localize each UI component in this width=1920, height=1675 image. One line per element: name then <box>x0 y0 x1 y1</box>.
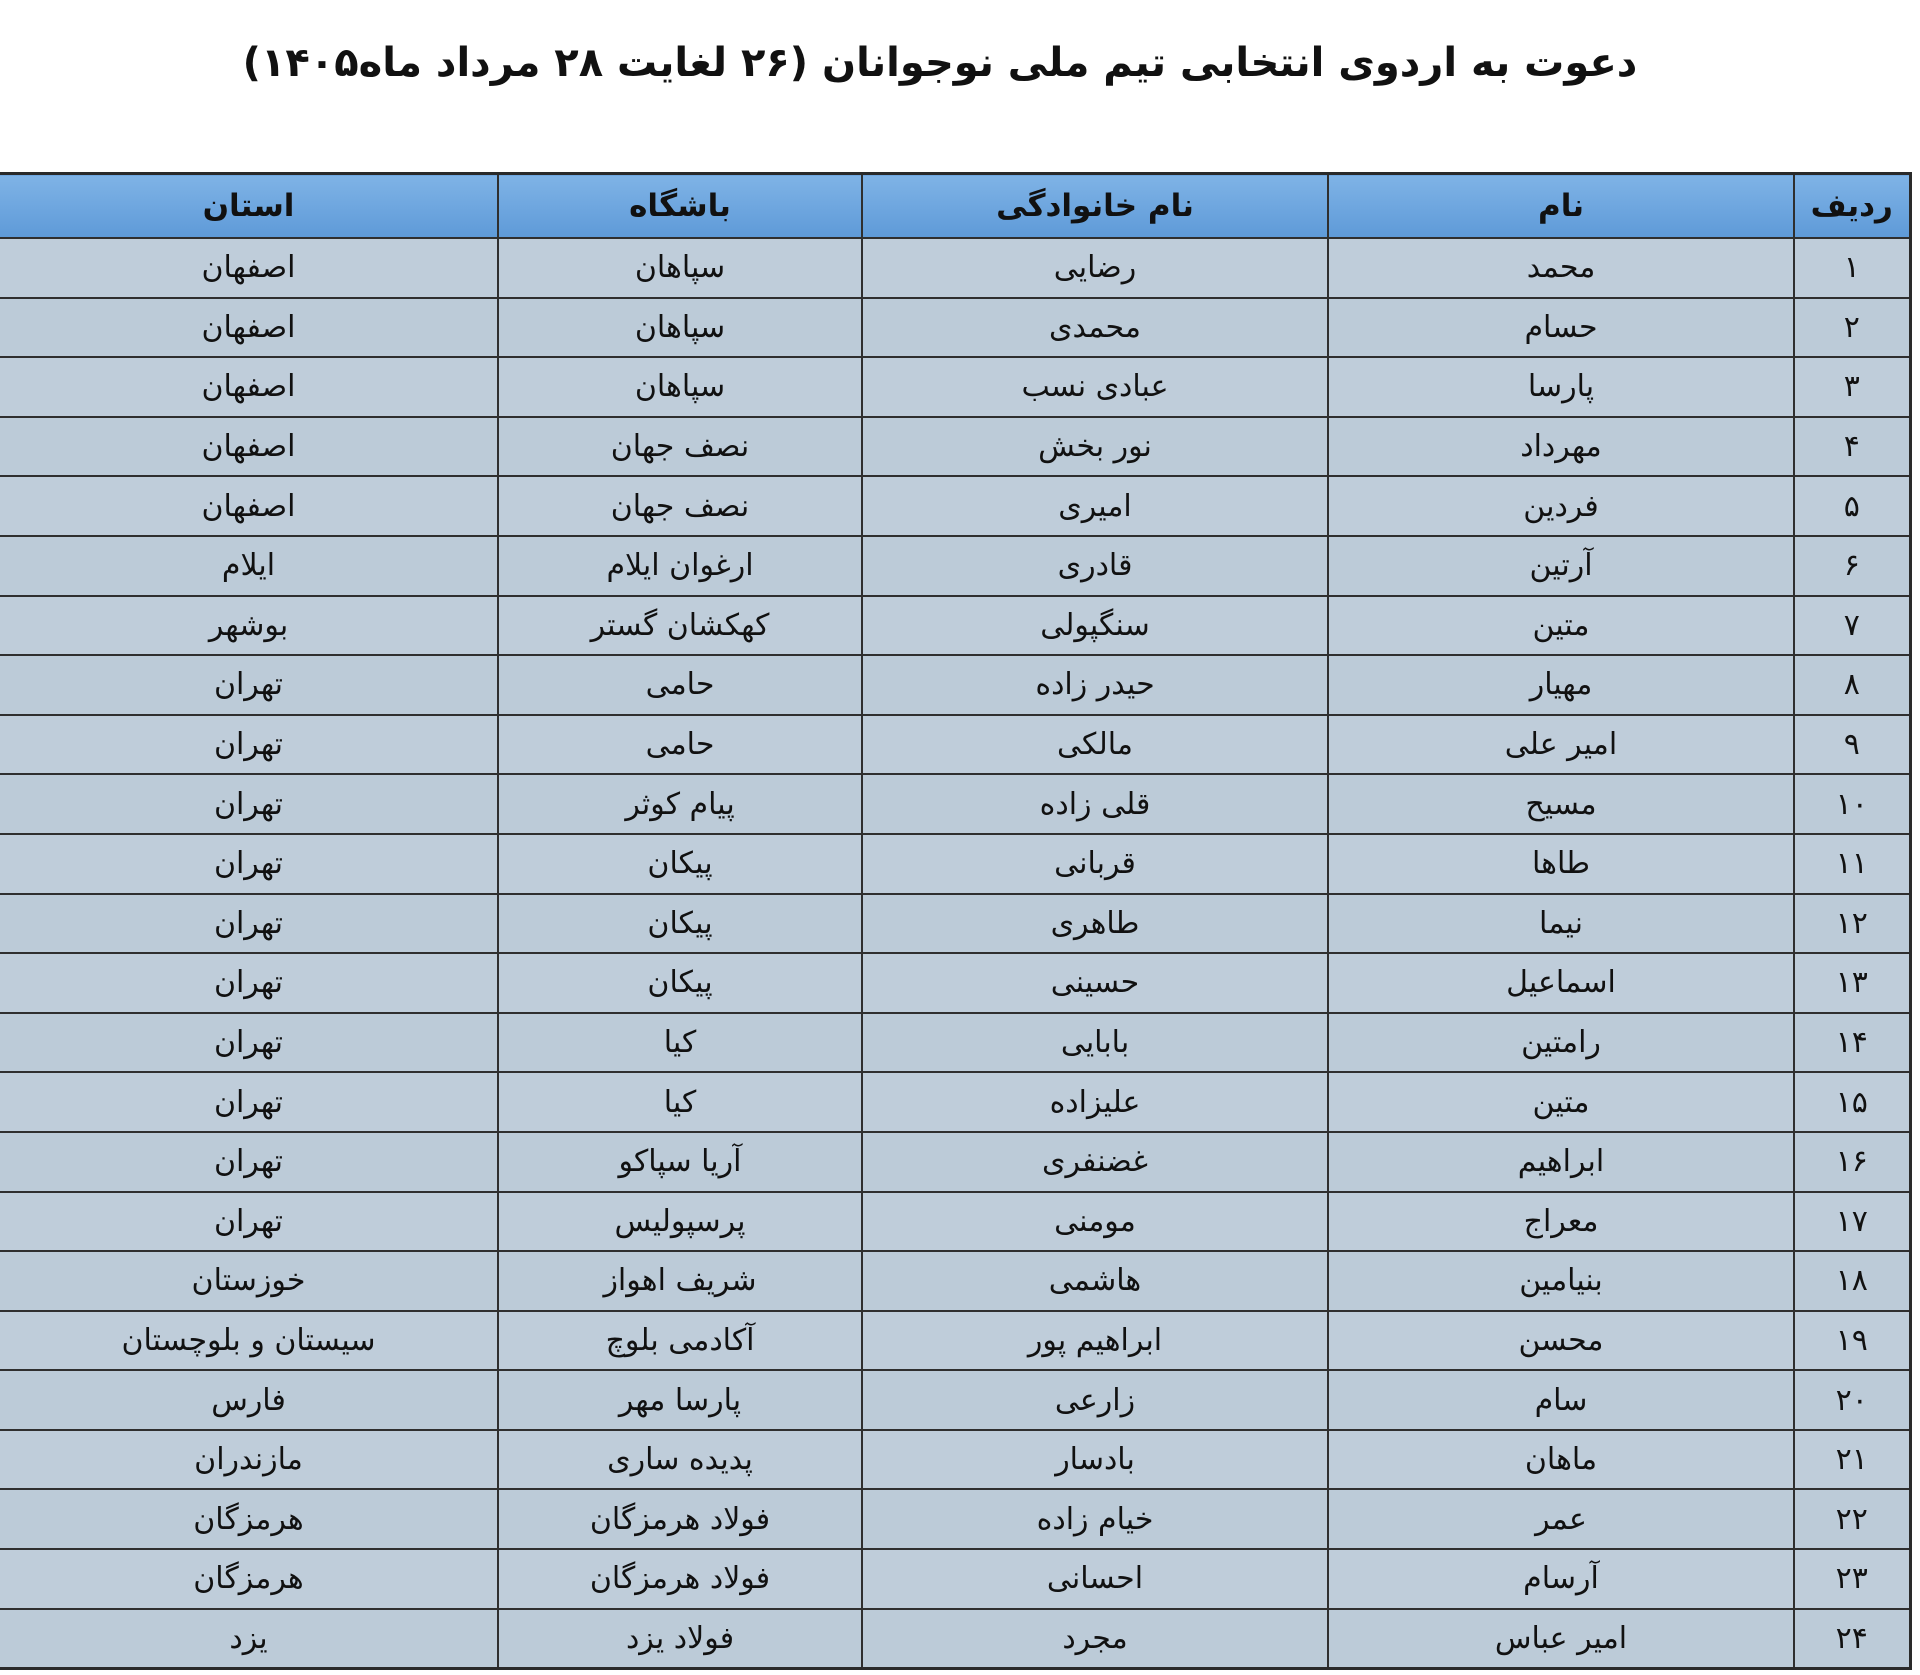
cell-province: اصفهان <box>0 238 498 298</box>
cell-family-name: محمدی <box>862 298 1328 358</box>
cell-club: فولاد یزد <box>498 1609 862 1669</box>
cell-radif: ۱۴ <box>1794 1013 1910 1073</box>
cell-radif: ۱۶ <box>1794 1132 1910 1192</box>
cell-family-name: مومنی <box>862 1192 1328 1252</box>
cell-club: پرسپولیس <box>498 1192 862 1252</box>
header-name: نام <box>1328 174 1794 239</box>
cell-family-name: زارعی <box>862 1370 1328 1430</box>
cell-name: مهرداد <box>1328 417 1794 477</box>
cell-name: محسن <box>1328 1311 1794 1371</box>
cell-radif: ۱۲ <box>1794 894 1910 954</box>
cell-province: اصفهان <box>0 476 498 536</box>
cell-club: آکادمی بلوچ <box>498 1311 862 1371</box>
cell-family-name: هاشمی <box>862 1251 1328 1311</box>
cell-club: پدیده ساری <box>498 1430 862 1490</box>
cell-name: مهیار <box>1328 655 1794 715</box>
cell-family-name: بادسار <box>862 1430 1328 1490</box>
cell-club: پیکان <box>498 894 862 954</box>
cell-radif: ۱۹ <box>1794 1311 1910 1371</box>
cell-family-name: رضایی <box>862 238 1328 298</box>
cell-family-name: غضنفری <box>862 1132 1328 1192</box>
table-row <box>0 596 1910 656</box>
cell-radif: ۱۱ <box>1794 834 1910 894</box>
cell-radif: ۱۵ <box>1794 1072 1910 1132</box>
cell-radif: ۲۰ <box>1794 1370 1910 1430</box>
cell-club: پارسا مهر <box>498 1370 862 1430</box>
cell-radif: ۱۰ <box>1794 774 1910 834</box>
cell-province: ایلام <box>0 536 498 596</box>
cell-province: مازندران <box>0 1430 498 1490</box>
cell-radif: ۱۷ <box>1794 1192 1910 1252</box>
cell-club: نصف جهان <box>498 417 862 477</box>
cell-name: متین <box>1328 1072 1794 1132</box>
cell-club: حامی <box>498 655 862 715</box>
cell-family-name: قربانی <box>862 834 1328 894</box>
table-row <box>0 834 1910 894</box>
cell-province: بوشهر <box>0 596 498 656</box>
header-club: باشگاه <box>498 174 862 239</box>
cell-radif: ۲۲ <box>1794 1489 1910 1549</box>
cell-radif: ۸ <box>1794 655 1910 715</box>
roster-table <box>0 172 1912 1670</box>
cell-province: تهران <box>0 1192 498 1252</box>
cell-radif: ۲۴ <box>1794 1609 1910 1669</box>
cell-name: ابراهیم <box>1328 1132 1794 1192</box>
cell-province: تهران <box>0 894 498 954</box>
cell-name: اسماعیل <box>1328 953 1794 1013</box>
cell-province: خوزستان <box>0 1251 498 1311</box>
cell-family-name: قلی زاده <box>862 774 1328 834</box>
cell-province: هرمزگان <box>0 1549 498 1609</box>
table-row <box>0 894 1910 954</box>
cell-name: ماهان <box>1328 1430 1794 1490</box>
cell-family-name: احسانی <box>862 1549 1328 1609</box>
cell-family-name: خیام زاده <box>862 1489 1328 1549</box>
cell-name: بنیامین <box>1328 1251 1794 1311</box>
cell-province: تهران <box>0 774 498 834</box>
header-family-name: نام خانوادگی <box>862 174 1328 239</box>
cell-family-name: قادری <box>862 536 1328 596</box>
table-row <box>0 774 1910 834</box>
table-body <box>0 238 1910 1669</box>
table-row <box>0 1072 1910 1132</box>
cell-radif: ۱ <box>1794 238 1910 298</box>
cell-family-name: حیدر زاده <box>862 655 1328 715</box>
table-row <box>0 1013 1910 1073</box>
cell-province: اصفهان <box>0 357 498 417</box>
table-row <box>0 417 1910 477</box>
table-row <box>0 1609 1910 1669</box>
cell-radif: ۷ <box>1794 596 1910 656</box>
table-row <box>0 1430 1910 1490</box>
cell-family-name: حسینی <box>862 953 1328 1013</box>
cell-family-name: طاهری <box>862 894 1328 954</box>
cell-radif: ۶ <box>1794 536 1910 596</box>
cell-club: سپاهان <box>498 357 862 417</box>
cell-radif: ۲۱ <box>1794 1430 1910 1490</box>
cell-province: تهران <box>0 953 498 1013</box>
cell-name: طاها <box>1328 834 1794 894</box>
cell-radif: ۳ <box>1794 357 1910 417</box>
cell-name: حسام <box>1328 298 1794 358</box>
table-row <box>0 1311 1910 1371</box>
cell-club: آریا سپاکو <box>498 1132 862 1192</box>
cell-province: تهران <box>0 1132 498 1192</box>
cell-family-name: عبادی نسب <box>862 357 1328 417</box>
cell-name: متین <box>1328 596 1794 656</box>
cell-club: نصف جهان <box>498 476 862 536</box>
header-province: استان <box>0 174 498 239</box>
table-row <box>0 1370 1910 1430</box>
cell-province: تهران <box>0 1072 498 1132</box>
table-row <box>0 715 1910 775</box>
cell-province: فارس <box>0 1370 498 1430</box>
cell-radif: ۱۳ <box>1794 953 1910 1013</box>
cell-family-name: بابایی <box>862 1013 1328 1073</box>
cell-name: نیما <box>1328 894 1794 954</box>
cell-club: پیکان <box>498 953 862 1013</box>
cell-name: مسیح <box>1328 774 1794 834</box>
table-row <box>0 536 1910 596</box>
cell-family-name: مالکی <box>862 715 1328 775</box>
cell-club: فولاد هرمزگان <box>498 1549 862 1609</box>
table-row <box>0 1192 1910 1252</box>
cell-province: اصفهان <box>0 417 498 477</box>
cell-name: عمر <box>1328 1489 1794 1549</box>
table-row <box>0 238 1910 298</box>
cell-name: معراج <box>1328 1192 1794 1252</box>
cell-province: تهران <box>0 715 498 775</box>
cell-radif: ۲۳ <box>1794 1549 1910 1609</box>
cell-province: تهران <box>0 834 498 894</box>
cell-name: محمد <box>1328 238 1794 298</box>
cell-club: حامی <box>498 715 862 775</box>
cell-name: امیر علی <box>1328 715 1794 775</box>
cell-radif: ۱۸ <box>1794 1251 1910 1311</box>
cell-name: پارسا <box>1328 357 1794 417</box>
cell-province: تهران <box>0 655 498 715</box>
page-title: دعوت به اردوی انتخابی تیم ملی نوجوانان (۲۶ لغایت ۲۸ مرداد ماه۱۴۰۵) <box>242 40 1638 86</box>
cell-province: اصفهان <box>0 298 498 358</box>
cell-province: یزد <box>0 1609 498 1669</box>
cell-family-name: امیری <box>862 476 1328 536</box>
cell-province: هرمزگان <box>0 1489 498 1549</box>
cell-province: تهران <box>0 1013 498 1073</box>
table-row <box>0 1549 1910 1609</box>
table-row <box>0 1132 1910 1192</box>
cell-family-name: سنگپولی <box>862 596 1328 656</box>
cell-radif: ۲ <box>1794 298 1910 358</box>
table-row <box>0 476 1910 536</box>
cell-name: آرسام <box>1328 1549 1794 1609</box>
cell-family-name: مجرد <box>862 1609 1328 1669</box>
cell-club: سپاهان <box>498 238 862 298</box>
cell-radif: ۴ <box>1794 417 1910 477</box>
cell-radif: ۹ <box>1794 715 1910 775</box>
table-row <box>0 298 1910 358</box>
cell-club: ارغوان ایلام <box>498 536 862 596</box>
cell-club: فولاد هرمزگان <box>498 1489 862 1549</box>
header-radif: ردیف <box>1794 174 1910 239</box>
cell-family-name: ابراهیم پور <box>862 1311 1328 1371</box>
cell-radif: ۵ <box>1794 476 1910 536</box>
cell-club: کیا <box>498 1013 862 1073</box>
cell-club: شریف اهواز <box>498 1251 862 1311</box>
cell-family-name: نور بخش <box>862 417 1328 477</box>
table-row <box>0 1251 1910 1311</box>
cell-club: کهکشان گستر <box>498 596 862 656</box>
cell-name: رامتین <box>1328 1013 1794 1073</box>
cell-name: امیر عباس <box>1328 1609 1794 1669</box>
cell-province: سیستان و بلوچستان <box>0 1311 498 1371</box>
cell-name: فردین <box>1328 476 1794 536</box>
table-row <box>0 357 1910 417</box>
table-row <box>0 953 1910 1013</box>
cell-club: پیکان <box>498 834 862 894</box>
cell-name: سام <box>1328 1370 1794 1430</box>
header-row <box>0 174 1910 239</box>
cell-club: کیا <box>498 1072 862 1132</box>
table-row <box>0 1489 1910 1549</box>
cell-club: پیام کوثر <box>498 774 862 834</box>
cell-name: آرتین <box>1328 536 1794 596</box>
cell-club: سپاهان <box>498 298 862 358</box>
table-row <box>0 655 1910 715</box>
cell-family-name: علیزاده <box>862 1072 1328 1132</box>
